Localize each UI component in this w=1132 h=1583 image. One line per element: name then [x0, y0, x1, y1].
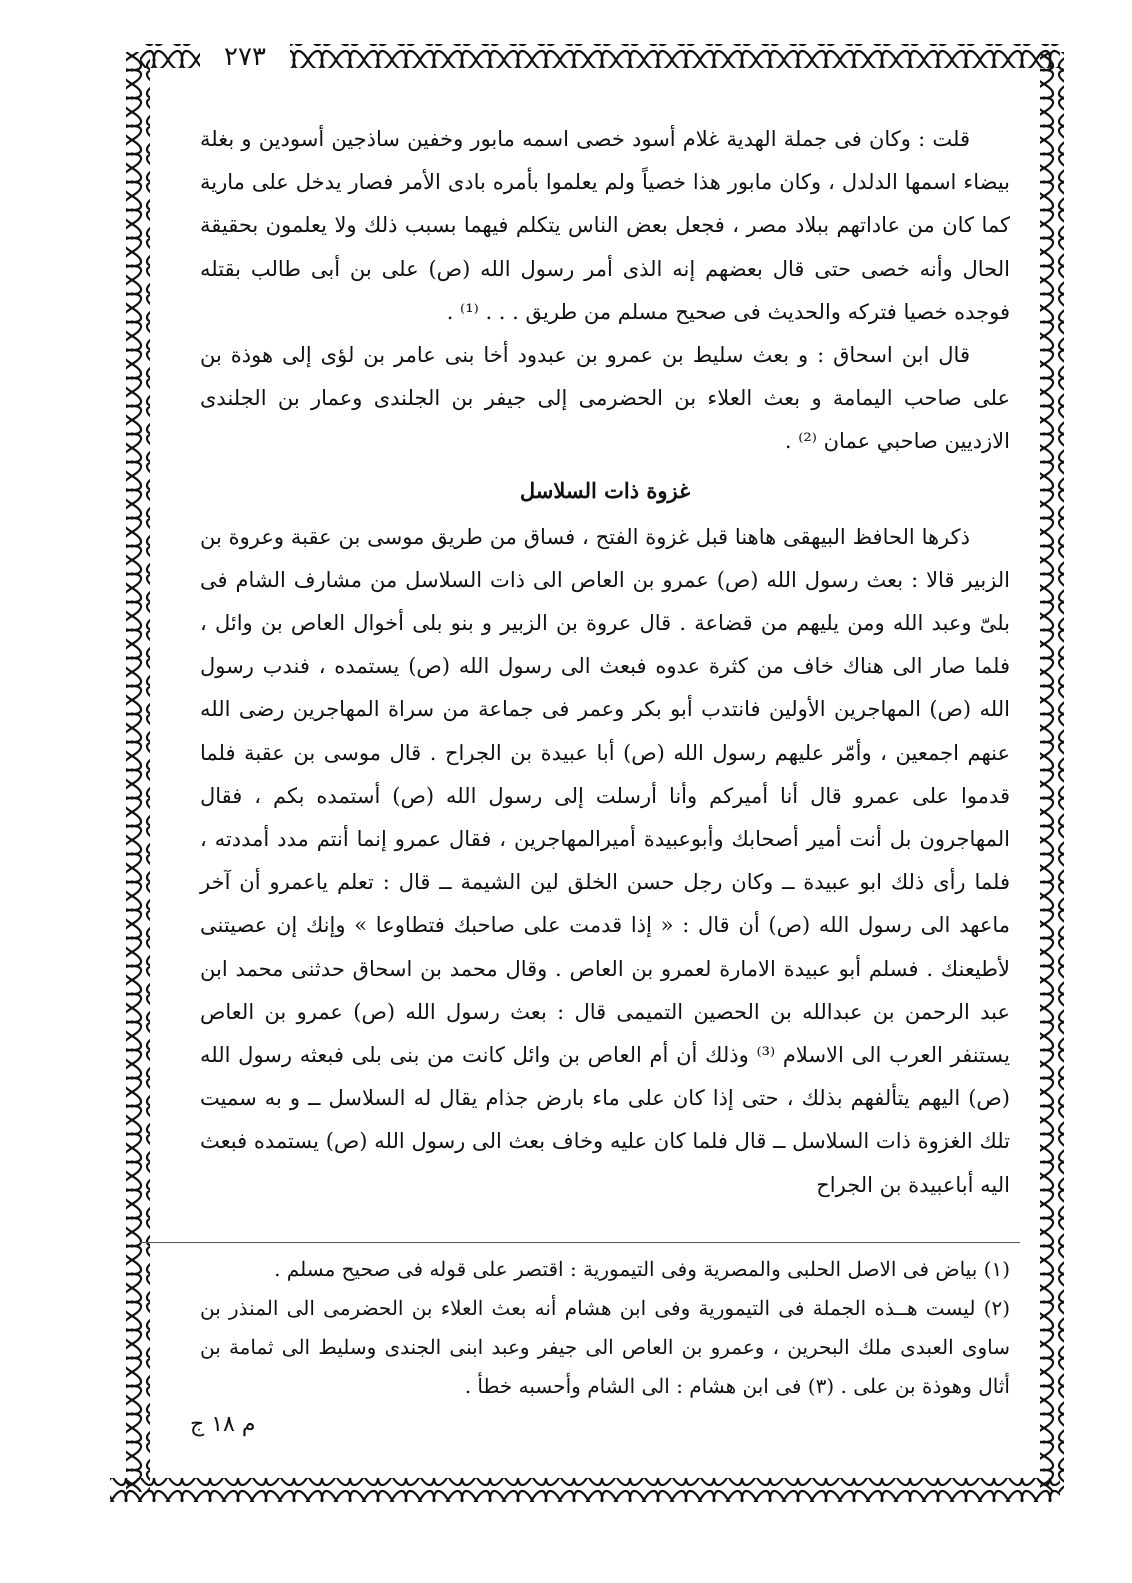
paragraph: قلت : وكان فى جملة الهدية غلام أسود خصى اسمه مابور وخفين ساذجين أسودين و بغلة بيضاء اسمها الدلدل ، وكان مابور هذا خصياً ولم يعلموا بأمره بادى الأمر فصار يدخل على مارية كما كان من عاداتهم ببلاد مصر ، فجعل بعض الناس يتكلم فيهما بسبب ذلك ولا يعلمون بحقيقة الحال وأنه خصى حتى قال بعضهم إنه الذى أمر رسول الله (ص) على بن أبى طالب بقتله فوجده خصيا فتركه والحديث فى صحيح مسلم من طريق . . . ⁽¹⁾ . [200, 127, 1010, 324]
main-text [200, 118, 1010, 1207]
section-heading: غزوة ذات السلاسل [519, 477, 691, 503]
paragraph: قال ابن اسحاق : و بعث سليط بن عمرو بن عبدود أخا بنى عامر بن لؤى إلى هوذة بن على صاحب اليمامة و بعث العلاء بن الحضرمى إلى جيفر بن الجلندى وعمار بن الجلندى الازديين صاحبي عمان ⁽²⁾ . [200, 343, 1010, 454]
footnote: (١) بياض فى الاصل الحلبى والمصرية وفى التيمورية : اقتصر على قوله فى صحيح مسلم . [274, 1257, 1010, 1281]
paragraph: ذكرها الحافظ البيهقى هاهنا قبل غزوة الفتح ، فساق من طريق موسى بن عقبة وعروة بن الزبير قالا : بعث رسول الله (ص) عمرو بن العاص الى ذات السلاسل من مشارف الشام فى بلىّ وعبد الله ومن يليهم من قضاعة . قال عروة بن الزبير و بنو بلى أخوال العاص بن وائل ، فلما صار الى هناك خاف من كثرة عدوه فبعث الى رسول الله (ص) يستمده ، فندب رسول الله (ص) المهاجرين الأولين فانتدب أبو بكر وعمر فى جماعة من سراة المهاجرين رضى الله عنهم اجمعين ، وأمّر عليهم رسول الله (ص) أبا عبيدة بن الجراح . قال موسى بن عقبة فلما قدموا على عمرو قال أنا أميركم وأنا أرسلت إلى رسول الله (ص) أستمده بكم ، فقال المهاجرون بل أنت أمير أصحابك وأبوعبيدة أميرالمهاجرين ، فقال عمرو إنما أنتم مدد أمددته ، فلما رأى ذلك ابو عبيدة ــ وكان رجل حسن الخلق لين الشيمة ــ قال : تعلم ياعمرو أن آخر ماعهد الى رسول الله (ص) أن قال : « إذا قدمت على صاحبك فتطاوعا » وإنك إن عصيتنى لأطيعنك . فسلم أبو عبيدة الامارة لعمرو بن العاص . وقال محمد بن اسحاق حدثنى محمد ابن عبد الرحمن بن عبدالله بن الحصين التميمى قال : بعث رسول الله (ص) عمرو بن العاص يستنفر العرب الى الاسلام ⁽³⁾ وذلك أن أم العاص بن وائل كانت من بنى بلى فبعثه رسول الله (ص) اليهم يتألفهم بذلك ، حتى إذا كان على ماء بارض جذام يقال له السلاسل ــ و به سميت تلك الغزوة ذات السلاسل ــ قال فلما كان عليه وخاف بعث الى رسول الله (ص) يستمده فبعث اليه أباعبيدة بن الجراح [200, 524, 1010, 1197]
footnotes [200, 1250, 1010, 1406]
printer-signature: م ١٨ ج [190, 1412, 256, 1437]
footnote: (٢) ليست هــذه الجملة فى التيمورية وفى ابن هشام أنه بعث العلاء بن الحضرمى الى المنذر بن ساوى العبدى ملك البحرين ، وعمرو بن العاص الى جيفر وعبد ابنى الجندى وسليط الى ثمامة بن أثال وهوذة بن على . (٣) فى ابن هشام : الى الشام وأحسبه خطأ . [200, 1296, 1010, 1398]
footnote-divider [140, 1242, 1020, 1244]
page-number: ٢٧٣ [200, 40, 290, 74]
